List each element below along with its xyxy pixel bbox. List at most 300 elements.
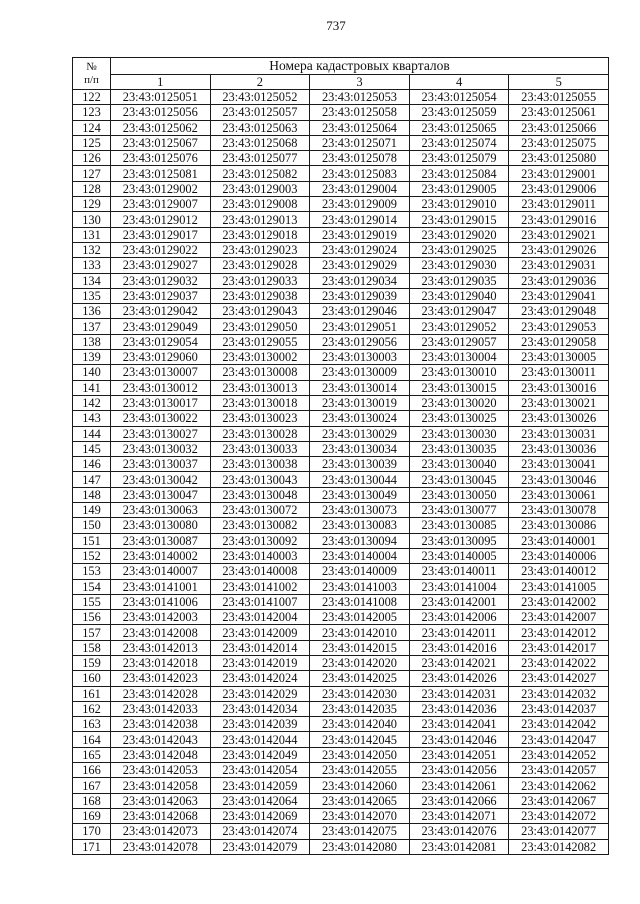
- cadastral-number-cell: 23:43:0129001: [509, 166, 609, 181]
- row-number: 131: [73, 227, 111, 242]
- cadastral-number-cell: 23:43:0130094: [310, 533, 410, 548]
- cadastral-number-cell: 23:43:0142035: [310, 701, 410, 716]
- cadastral-number-cell: 23:43:0142042: [509, 717, 609, 732]
- cadastral-number-cell: 23:43:0129002: [111, 181, 211, 196]
- cadastral-number-cell: 23:43:0142056: [409, 763, 509, 778]
- table-row: [73, 166, 609, 181]
- row-number: 153: [73, 564, 111, 579]
- cadastral-number-cell: 23:43:0129052: [409, 319, 509, 334]
- table-row: [73, 533, 609, 548]
- cadastral-number-cell: 23:43:0130038: [210, 457, 310, 472]
- cadastral-number-cell: 23:43:0125065: [409, 120, 509, 135]
- cadastral-number-cell: 23:43:0130045: [409, 472, 509, 487]
- row-number: 130: [73, 212, 111, 227]
- row-number: 123: [73, 105, 111, 120]
- table-row: [73, 288, 609, 303]
- cadastral-number-cell: 23:43:0130005: [509, 350, 609, 365]
- table-body: [73, 90, 609, 855]
- cadastral-number-cell: 23:43:0142070: [310, 808, 410, 823]
- row-number: 168: [73, 793, 111, 808]
- cadastral-number-cell: 23:43:0142071: [409, 808, 509, 823]
- table-row: [73, 273, 609, 288]
- cadastral-number-cell: 23:43:0142040: [310, 717, 410, 732]
- column-header-1: 1: [111, 75, 211, 90]
- cadastral-number-cell: 23:43:0142060: [310, 778, 410, 793]
- cadastral-number-cell: 23:43:0140001: [509, 533, 609, 548]
- cadastral-number-cell: 23:43:0129043: [210, 304, 310, 319]
- cadastral-number-cell: 23:43:0129055: [210, 334, 310, 349]
- cadastral-number-cell: 23:43:0130033: [210, 441, 310, 456]
- cadastral-number-cell: 23:43:0129005: [409, 181, 509, 196]
- number-column-header: [73, 58, 111, 90]
- table-row: [73, 503, 609, 518]
- row-number: 160: [73, 671, 111, 686]
- cadastral-number-cell: 23:43:0142020: [310, 655, 410, 670]
- cadastral-number-cell: 23:43:0129009: [310, 197, 410, 212]
- cadastral-number-cell: 23:43:0130040: [409, 457, 509, 472]
- table-header: [73, 58, 609, 90]
- cadastral-number-cell: 23:43:0130078: [509, 503, 609, 518]
- cadastral-number-cell: 23:43:0129020: [409, 227, 509, 242]
- cadastral-number-cell: 23:43:0142081: [409, 839, 509, 854]
- cadastral-number-cell: 23:43:0129053: [509, 319, 609, 334]
- table-row: [73, 426, 609, 441]
- cadastral-number-cell: 23:43:0142067: [509, 793, 609, 808]
- cadastral-number-cell: 23:43:0129003: [210, 181, 310, 196]
- cadastral-number-cell: 23:43:0125067: [111, 135, 211, 150]
- cadastral-number-cell: 23:43:0129030: [409, 258, 509, 273]
- cadastral-number-cell: 23:43:0130030: [409, 426, 509, 441]
- cadastral-number-cell: 23:43:0142023: [111, 671, 211, 686]
- cadastral-number-cell: 23:43:0142002: [509, 594, 609, 609]
- cadastral-number-cell: 23:43:0125084: [409, 166, 509, 181]
- row-number: 134: [73, 273, 111, 288]
- cadastral-number-cell: 23:43:0129033: [210, 273, 310, 288]
- cadastral-number-cell: 23:43:0130012: [111, 380, 211, 395]
- table-row: [73, 594, 609, 609]
- cadastral-number-cell: 23:43:0141001: [111, 579, 211, 594]
- cadastral-number-cell: 23:43:0142061: [409, 778, 509, 793]
- cadastral-number-cell: 23:43:0140012: [509, 564, 609, 579]
- row-number: 140: [73, 365, 111, 380]
- table-row: [73, 151, 609, 166]
- cadastral-number-cell: 23:43:0130034: [310, 441, 410, 456]
- cadastral-number-cell: 23:43:0142015: [310, 640, 410, 655]
- cadastral-number-cell: 23:43:0142047: [509, 732, 609, 747]
- cadastral-number-cell: 23:43:0130044: [310, 472, 410, 487]
- cadastral-number-cell: 23:43:0142009: [210, 625, 310, 640]
- cadastral-number-cell: 23:43:0130009: [310, 365, 410, 380]
- cadastral-number-cell: 23:43:0142064: [210, 793, 310, 808]
- cadastral-number-cell: 23:43:0142048: [111, 747, 211, 762]
- cadastral-number-cell: 23:43:0125080: [509, 151, 609, 166]
- cadastral-number-cell: 23:43:0125066: [509, 120, 609, 135]
- cadastral-number-cell: 23:43:0130019: [310, 395, 410, 410]
- row-number: 139: [73, 350, 111, 365]
- cadastral-number-cell: 23:43:0142068: [111, 808, 211, 823]
- cadastral-number-cell: 23:43:0142063: [111, 793, 211, 808]
- cadastral-number-cell: 23:43:0142010: [310, 625, 410, 640]
- cadastral-number-cell: 23:43:0130046: [509, 472, 609, 487]
- cadastral-number-cell: 23:43:0129021: [509, 227, 609, 242]
- table-row: [73, 655, 609, 670]
- cadastral-number-cell: 23:43:0142005: [310, 610, 410, 625]
- cadastral-number-cell: 23:43:0130087: [111, 533, 211, 548]
- table-row: [73, 747, 609, 762]
- cadastral-number-cell: 23:43:0130042: [111, 472, 211, 487]
- cadastral-number-cell: 23:43:0142016: [409, 640, 509, 655]
- cadastral-number-cell: 23:43:0130049: [310, 487, 410, 502]
- cadastral-number-cell: 23:43:0130007: [111, 365, 211, 380]
- cadastral-number-cell: 23:43:0125058: [310, 105, 410, 120]
- cadastral-number-cell: 23:43:0129015: [409, 212, 509, 227]
- cadastral-number-cell: 23:43:0130011: [509, 365, 609, 380]
- cadastral-number-cell: 23:43:0129047: [409, 304, 509, 319]
- cadastral-number-cell: 23:43:0130025: [409, 411, 509, 426]
- row-number: 136: [73, 304, 111, 319]
- cadastral-number-cell: 23:43:0142075: [310, 824, 410, 839]
- cadastral-number-cell: 23:43:0125071: [310, 135, 410, 150]
- cadastral-number-cell: 23:43:0130073: [310, 503, 410, 518]
- cadastral-number-cell: 23:43:0130039: [310, 457, 410, 472]
- cadastral-number-cell: 23:43:0125079: [409, 151, 509, 166]
- cadastral-number-cell: 23:43:0130036: [509, 441, 609, 456]
- cadastral-number-cell: 23:43:0129049: [111, 319, 211, 334]
- cadastral-number-cell: 23:43:0142043: [111, 732, 211, 747]
- table-row: [73, 640, 609, 655]
- row-number: 151: [73, 533, 111, 548]
- cadastral-number-cell: 23:43:0129006: [509, 181, 609, 196]
- table-row: [73, 380, 609, 395]
- cadastral-number-cell: 23:43:0129018: [210, 227, 310, 242]
- cadastral-number-cell: 23:43:0130021: [509, 395, 609, 410]
- row-number: 152: [73, 548, 111, 563]
- row-number: 150: [73, 518, 111, 533]
- row-number: 171: [73, 839, 111, 854]
- column-header-4: 4: [409, 75, 509, 90]
- cadastral-number-cell: 23:43:0142044: [210, 732, 310, 747]
- cadastral-number-cell: 23:43:0129041: [509, 288, 609, 303]
- cadastral-number-cell: 23:43:0129058: [509, 334, 609, 349]
- cadastral-number-cell: 23:43:0125061: [509, 105, 609, 120]
- row-number: 143: [73, 411, 111, 426]
- cadastral-number-cell: 23:43:0125062: [111, 120, 211, 135]
- cadastral-number-cell: 23:43:0142014: [210, 640, 310, 655]
- cadastral-number-cell: 23:43:0142028: [111, 686, 211, 701]
- row-number: 132: [73, 242, 111, 257]
- cadastral-number-cell: 23:43:0130026: [509, 411, 609, 426]
- cadastral-number-cell: 23:43:0130031: [509, 426, 609, 441]
- table-row: [73, 778, 609, 793]
- cadastral-number-cell: 23:43:0130035: [409, 441, 509, 456]
- column-header-5: 5: [509, 75, 609, 90]
- cadastral-number-cell: 23:43:0130024: [310, 411, 410, 426]
- cadastral-number-cell: 23:43:0129050: [210, 319, 310, 334]
- cadastral-number-cell: 23:43:0142019: [210, 655, 310, 670]
- cadastral-number-cell: 23:43:0125053: [310, 90, 410, 105]
- table-row: [73, 90, 609, 105]
- cadastral-number-cell: 23:43:0129031: [509, 258, 609, 273]
- table-row: [73, 686, 609, 701]
- cadastral-number-cell: 23:43:0129008: [210, 197, 310, 212]
- cadastral-number-cell: 23:43:0142003: [111, 610, 211, 625]
- table-row: [73, 181, 609, 196]
- cadastral-number-cell: 23:43:0130016: [509, 380, 609, 395]
- cadastral-number-cell: 23:43:0141004: [409, 579, 509, 594]
- row-number: 155: [73, 594, 111, 609]
- table-row: [73, 701, 609, 716]
- row-number: 125: [73, 135, 111, 150]
- cadastral-number-cell: 23:43:0129007: [111, 197, 211, 212]
- column-header-3: 3: [310, 75, 410, 90]
- cadastral-number-cell: 23:43:0141006: [111, 594, 211, 609]
- cadastral-number-cell: 23:43:0130028: [210, 426, 310, 441]
- cadastral-number-cell: 23:43:0125052: [210, 90, 310, 105]
- table-row: [73, 120, 609, 135]
- row-number: 165: [73, 747, 111, 762]
- row-number: 122: [73, 90, 111, 105]
- cadastral-number-cell: 23:43:0141007: [210, 594, 310, 609]
- table-row: [73, 579, 609, 594]
- cadastral-number-cell: 23:43:0142022: [509, 655, 609, 670]
- cadastral-number-cell: 23:43:0130002: [210, 350, 310, 365]
- cadastral-number-cell: 23:43:0140003: [210, 548, 310, 563]
- cadastral-number-cell: 23:43:0129029: [310, 258, 410, 273]
- cadastral-number-cell: 23:43:0142033: [111, 701, 211, 716]
- cadastral-number-cell: 23:43:0130072: [210, 503, 310, 518]
- cadastral-number-cell: 23:43:0125082: [210, 166, 310, 181]
- header-row-group: [73, 58, 609, 75]
- cadastral-number-cell: 23:43:0141008: [310, 594, 410, 609]
- cadastral-number-cell: 23:43:0130037: [111, 457, 211, 472]
- table-row: [73, 839, 609, 854]
- cadastral-number-cell: 23:43:0130020: [409, 395, 509, 410]
- cadastral-number-cell: 23:43:0141003: [310, 579, 410, 594]
- cadastral-number-cell: 23:43:0129035: [409, 273, 509, 288]
- row-number: 158: [73, 640, 111, 655]
- cadastral-number-cell: 23:43:0129010: [409, 197, 509, 212]
- cadastral-number-cell: 23:43:0142032: [509, 686, 609, 701]
- cadastral-number-cell: 23:43:0140008: [210, 564, 310, 579]
- table-row: [73, 227, 609, 242]
- cadastral-number-cell: 23:43:0129040: [409, 288, 509, 303]
- cadastral-number-cell: 23:43:0142073: [111, 824, 211, 839]
- cadastral-number-cell: 23:43:0140011: [409, 564, 509, 579]
- cadastral-number-cell: 23:43:0142041: [409, 717, 509, 732]
- row-number: 145: [73, 441, 111, 456]
- cadastral-number-cell: 23:43:0130063: [111, 503, 211, 518]
- number-header-abbrev: п/п: [84, 73, 99, 86]
- cadastral-number-cell: 23:43:0142051: [409, 747, 509, 762]
- cadastral-number-cell: 23:43:0129014: [310, 212, 410, 227]
- cadastral-number-cell: 23:43:0130029: [310, 426, 410, 441]
- row-number: 162: [73, 701, 111, 716]
- cadastral-number-cell: 23:43:0142006: [409, 610, 509, 625]
- row-number: 161: [73, 686, 111, 701]
- table-row: [73, 763, 609, 778]
- cadastral-number-cell: 23:43:0130095: [409, 533, 509, 548]
- cadastral-number-cell: 23:43:0129025: [409, 242, 509, 257]
- cadastral-number-cell: 23:43:0142059: [210, 778, 310, 793]
- table-row: [73, 350, 609, 365]
- cadastral-number-cell: 23:43:0130041: [509, 457, 609, 472]
- cadastral-number-cell: 23:43:0142027: [509, 671, 609, 686]
- cadastral-number-cell: 23:43:0142029: [210, 686, 310, 701]
- cadastral-number-cell: 23:43:0125054: [409, 90, 509, 105]
- row-number: 159: [73, 655, 111, 670]
- cadastral-number-cell: 23:43:0142030: [310, 686, 410, 701]
- table-row: [73, 487, 609, 502]
- cadastral-number-cell: 23:43:0142036: [409, 701, 509, 716]
- table-row: [73, 258, 609, 273]
- column-header-2: 2: [210, 75, 310, 90]
- cadastral-number-cell: 23:43:0130047: [111, 487, 211, 502]
- cadastral-number-cell: 23:43:0142062: [509, 778, 609, 793]
- cadastral-number-cell: 23:43:0125059: [409, 105, 509, 120]
- row-number: 142: [73, 395, 111, 410]
- cadastral-number-cell: 23:43:0130032: [111, 441, 211, 456]
- cadastral-number-cell: 23:43:0142001: [409, 594, 509, 609]
- row-number: 126: [73, 151, 111, 166]
- row-number: 135: [73, 288, 111, 303]
- cadastral-number-cell: 23:43:0130043: [210, 472, 310, 487]
- cadastral-number-cell: 23:43:0142074: [210, 824, 310, 839]
- table-row: [73, 457, 609, 472]
- cadastral-number-cell: 23:43:0142038: [111, 717, 211, 732]
- row-number: 166: [73, 763, 111, 778]
- cadastral-number-cell: 23:43:0129028: [210, 258, 310, 273]
- cadastral-number-cell: 23:43:0130061: [509, 487, 609, 502]
- cadastral-number-cell: 23:43:0142037: [509, 701, 609, 716]
- cadastral-number-cell: 23:43:0142007: [509, 610, 609, 625]
- cadastral-number-cell: 23:43:0142077: [509, 824, 609, 839]
- cadastral-number-cell: 23:43:0125083: [310, 166, 410, 181]
- table-row: [73, 625, 609, 640]
- table-row: [73, 135, 609, 150]
- cadastral-number-cell: 23:43:0142012: [509, 625, 609, 640]
- table-row: [73, 793, 609, 808]
- cadastral-number-cell: 23:43:0130085: [409, 518, 509, 533]
- cadastral-number-cell: 23:43:0142066: [409, 793, 509, 808]
- cadastral-number-cell: 23:43:0129051: [310, 319, 410, 334]
- cadastral-number-cell: 23:43:0129060: [111, 350, 211, 365]
- group-header: Номера кадастровых кварталов: [111, 58, 609, 75]
- cadastral-number-cell: 23:43:0129019: [310, 227, 410, 242]
- row-number: 124: [73, 120, 111, 135]
- table-row: [73, 242, 609, 257]
- cadastral-number-cell: 23:43:0129046: [310, 304, 410, 319]
- cadastral-number-cell: 23:43:0140004: [310, 548, 410, 563]
- cadastral-number-cell: 23:43:0130003: [310, 350, 410, 365]
- table-row: [73, 319, 609, 334]
- row-number: 170: [73, 824, 111, 839]
- cadastral-number-cell: 23:43:0129054: [111, 334, 211, 349]
- table-row: [73, 411, 609, 426]
- cadastral-number-cell: 23:43:0130017: [111, 395, 211, 410]
- cadastral-number-cell: 23:43:0142072: [509, 808, 609, 823]
- cadastral-number-cell: 23:43:0125063: [210, 120, 310, 135]
- cadastral-number-cell: 23:43:0129027: [111, 258, 211, 273]
- cadastral-number-cell: 23:43:0130027: [111, 426, 211, 441]
- row-number: 127: [73, 166, 111, 181]
- row-number: 169: [73, 808, 111, 823]
- table-row: [73, 717, 609, 732]
- cadastral-number-cell: 23:43:0129038: [210, 288, 310, 303]
- table-row: [73, 334, 609, 349]
- cadastral-number-cell: 23:43:0130004: [409, 350, 509, 365]
- cadastral-number-cell: 23:43:0130015: [409, 380, 509, 395]
- cadastral-number-cell: 23:43:0142054: [210, 763, 310, 778]
- table-row: [73, 105, 609, 120]
- cadastral-number-cell: 23:43:0125075: [509, 135, 609, 150]
- cadastral-number-cell: 23:43:0130008: [210, 365, 310, 380]
- table-row: [73, 671, 609, 686]
- row-number: 128: [73, 181, 111, 196]
- cadastral-number-cell: 23:43:0129016: [509, 212, 609, 227]
- cadastral-number-cell: 23:43:0125055: [509, 90, 609, 105]
- table-row: [73, 732, 609, 747]
- cadastral-number-cell: 23:43:0140009: [310, 564, 410, 579]
- cadastral-number-cell: 23:43:0129042: [111, 304, 211, 319]
- row-number: 154: [73, 579, 111, 594]
- number-header-symbol: №: [86, 60, 97, 73]
- cadastral-number-cell: 23:43:0142053: [111, 763, 211, 778]
- cadastral-number-cell: 23:43:0130086: [509, 518, 609, 533]
- cadastral-table: [72, 57, 609, 855]
- cadastral-number-cell: 23:43:0142008: [111, 625, 211, 640]
- cadastral-number-cell: 23:43:0142055: [310, 763, 410, 778]
- cadastral-number-cell: 23:43:0129057: [409, 334, 509, 349]
- cadastral-number-cell: 23:43:0142046: [409, 732, 509, 747]
- cadastral-number-cell: 23:43:0142026: [409, 671, 509, 686]
- cadastral-number-cell: 23:43:0129012: [111, 212, 211, 227]
- cadastral-number-cell: 23:43:0125064: [310, 120, 410, 135]
- cadastral-number-cell: 23:43:0125074: [409, 135, 509, 150]
- table-row: [73, 472, 609, 487]
- cadastral-number-cell: 23:43:0125068: [210, 135, 310, 150]
- cadastral-number-cell: 23:43:0142079: [210, 839, 310, 854]
- row-number: 137: [73, 319, 111, 334]
- row-number: 156: [73, 610, 111, 625]
- cadastral-number-cell: 23:43:0142078: [111, 839, 211, 854]
- cadastral-number-cell: 23:43:0130082: [210, 518, 310, 533]
- cadastral-number-cell: 23:43:0125051: [111, 90, 211, 105]
- cadastral-number-cell: 23:43:0140002: [111, 548, 211, 563]
- cadastral-number-cell: 23:43:0130010: [409, 365, 509, 380]
- cadastral-number-cell: 23:43:0140007: [111, 564, 211, 579]
- cadastral-number-cell: 23:43:0129032: [111, 273, 211, 288]
- cadastral-number-cell: 23:43:0142034: [210, 701, 310, 716]
- cadastral-number-cell: 23:43:0129011: [509, 197, 609, 212]
- row-number: 149: [73, 503, 111, 518]
- cadastral-number-cell: 23:43:0129023: [210, 242, 310, 257]
- table-row: [73, 212, 609, 227]
- cadastral-number-cell: 23:43:0130048: [210, 487, 310, 502]
- cadastral-number-cell: 23:43:0142057: [509, 763, 609, 778]
- table-row: [73, 610, 609, 625]
- cadastral-number-cell: 23:43:0142004: [210, 610, 310, 625]
- cadastral-number-cell: 23:43:0130013: [210, 380, 310, 395]
- page-number: 737: [326, 18, 346, 33]
- cadastral-number-cell: 23:43:0129034: [310, 273, 410, 288]
- row-number: 141: [73, 380, 111, 395]
- cadastral-number-cell: 23:43:0141002: [210, 579, 310, 594]
- cadastral-number-cell: 23:43:0141005: [509, 579, 609, 594]
- table-row: [73, 824, 609, 839]
- cadastral-number-cell: 23:43:0142018: [111, 655, 211, 670]
- cadastral-number-cell: 23:43:0129013: [210, 212, 310, 227]
- row-number: 129: [73, 197, 111, 212]
